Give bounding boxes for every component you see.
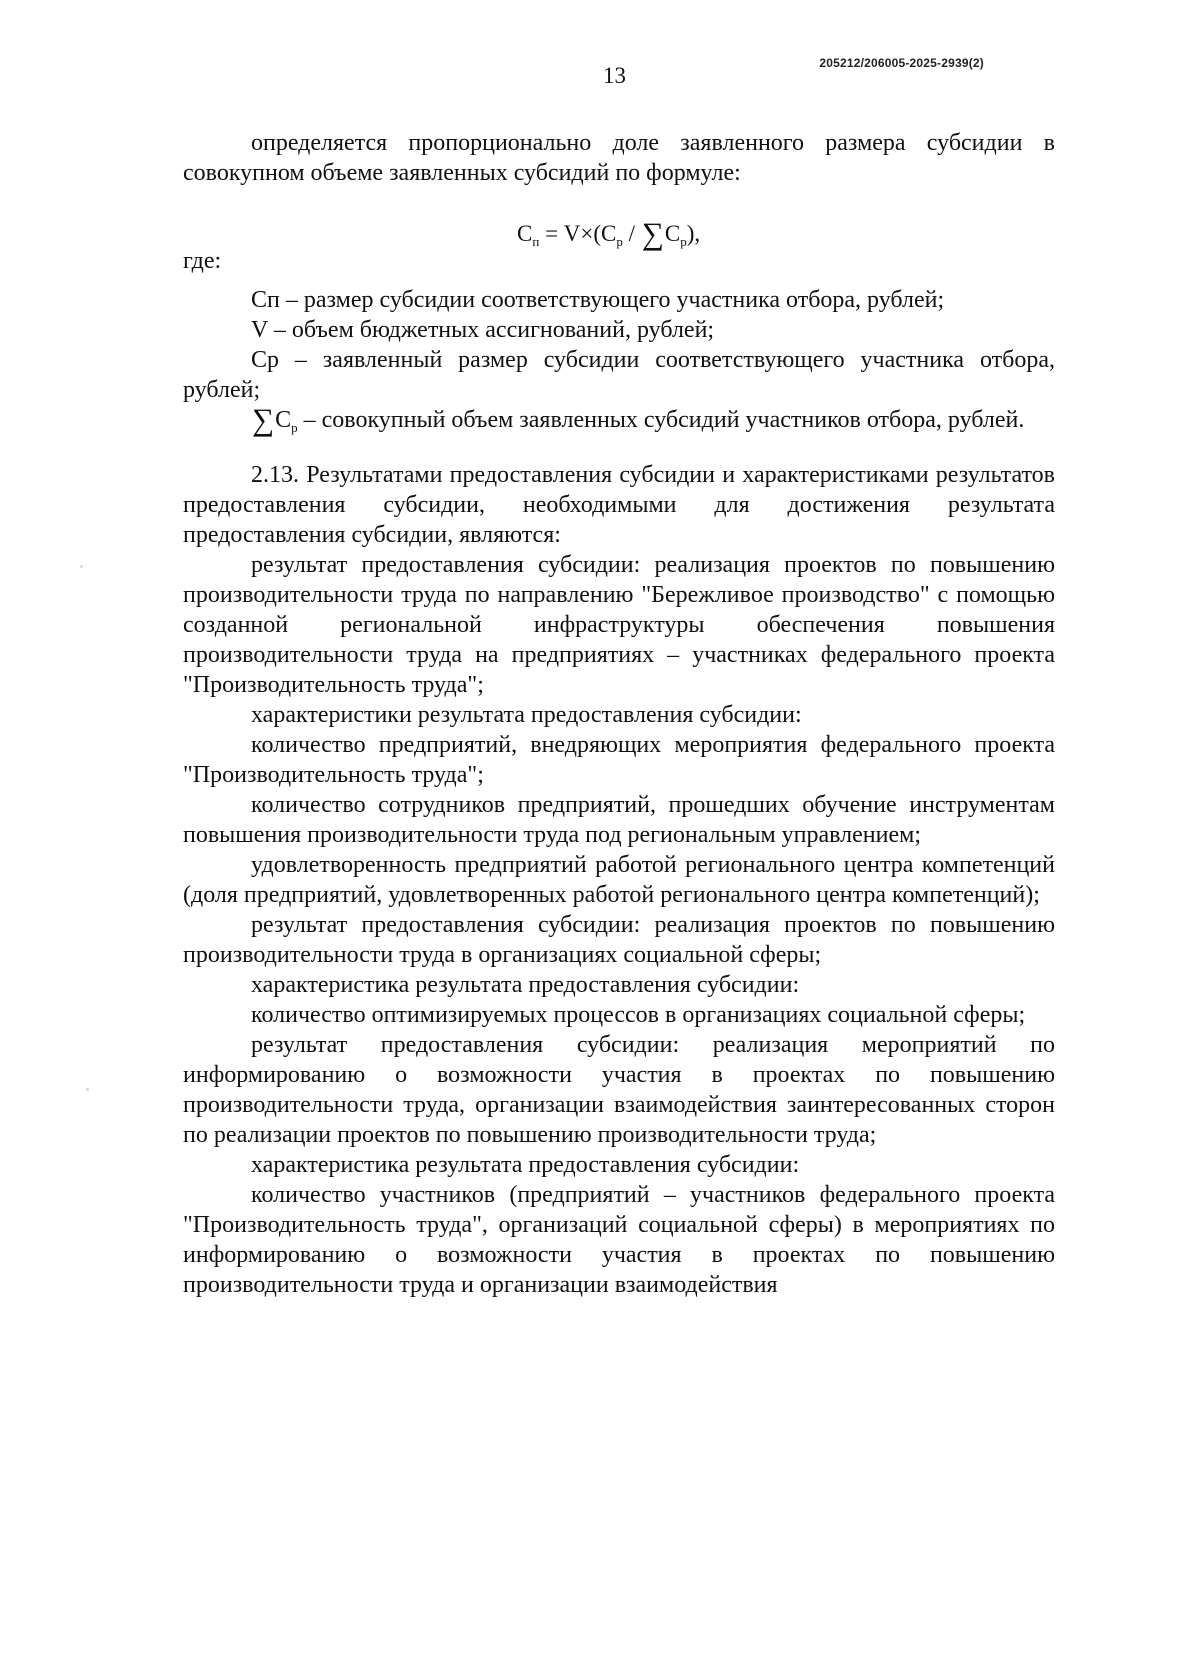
- result-2-paragraph: результат предоставления субсидии: реализация проектов по повышению производительности труда в организациях социальной сферы;: [183, 912, 1055, 968]
- formula-intro-paragraph: определяется пропорционально доле заявленного размера субсидии в совокупном объеме заявленных субсидий по формуле:: [183, 130, 1055, 186]
- result-1-characteristic-2: количество сотрудников предприятий, прошедших обучение инструментам повышения производительности труда под региональным управлением;: [183, 792, 1055, 848]
- result-2-characteristic-title: характеристика результата предоставления субсидии:: [251, 972, 800, 998]
- scan-speck: [86, 1088, 89, 1091]
- legend-sum-cp: [183, 402, 1055, 443]
- formula-volume-part: = V×(C: [539, 221, 617, 246]
- page-number: 13: [603, 63, 626, 88]
- legend-sum-cp-letter: C: [275, 407, 292, 433]
- result-3-paragraph: результат предоставления субсидии: реализация мероприятий по информированию о возможности участия в проектах по повышению производительности труда, организации взаимодействия заинтересованных сторон по реализации проектов по повышению производительности труда;: [183, 1032, 1055, 1148]
- formula-closing: ),: [686, 221, 701, 246]
- result-3-characteristic-1: количество участников (предприятий – участников федерального проекта "Производительность труда", организаций социальной сферы) в мероприятиях по информированию о возможности участия в проектах по повышению производительности труда и организации взаимодействия: [183, 1182, 1055, 1298]
- formula-cp-subscript: р: [616, 234, 623, 249]
- result-2-characteristic-1: количество оптимизируемых процессов в организациях социальной сферы;: [251, 1002, 1026, 1028]
- result-1-characteristic-3: удовлетворенность предприятий работой регионального центра компетенций (доля предприятий, удовлетворенных работой регионального центра компетенций);: [183, 852, 1055, 908]
- scan-speck: [80, 565, 83, 568]
- legend-sum-cp-text: – совокупный объем заявленных субсидий участников отбора, рублей.: [297, 407, 1025, 433]
- sigma-icon: ∑: [641, 216, 664, 251]
- formula-slash: /: [622, 221, 641, 246]
- formula-sum-cp-subscript: р: [680, 234, 687, 249]
- where-label: где:: [183, 248, 222, 274]
- legend-cp: Ср – заявленный размер субсидии соответствующего участника отбора, рублей;: [183, 347, 1055, 403]
- result-3-characteristic-title: характеристика результата предоставления субсидии:: [251, 1152, 800, 1178]
- formula-sum-cp-letter: C: [664, 221, 681, 246]
- formula-cn-letter: C: [517, 221, 533, 246]
- legend-v: V – объем бюджетных ассигнований, рублей;: [251, 317, 715, 343]
- intro-text-block: [183, 128, 1055, 188]
- section-2-13-paragraph: 2.13. Результатами предоставления субсидии и характеристиками результатов предоставления субсидии, необходимыми для достижения результата предоставления субсидии, являются:: [183, 462, 1055, 548]
- results-section: [183, 460, 1055, 1300]
- formula-legend: [183, 246, 1055, 443]
- sum-sigma-icon: ∑: [252, 402, 275, 437]
- result-1-characteristics-title: характеристики результата предоставления субсидии:: [251, 702, 802, 728]
- legend-cn: Сп – размер субсидии соответствующего участника отбора, рублей;: [251, 287, 945, 313]
- result-1-paragraph: результат предоставления субсидии: реализация проектов по повышению производительности труда по направлению "Бережливое производство" с помощью созданной региональной инфраструктуры обеспечения повышения производительности труда на предприятиях – участниках федерального проекта "Производительность труда";: [183, 552, 1055, 698]
- result-1-characteristic-1: количество предприятий, внедряющих мероприятия федерального проекта "Производительность труда";: [183, 732, 1055, 788]
- legend-sum-cp-subscript: р: [291, 420, 298, 435]
- document-code: 205212/206005-2025-2939(2): [819, 56, 984, 70]
- formula-cn-subscript: п: [532, 234, 540, 249]
